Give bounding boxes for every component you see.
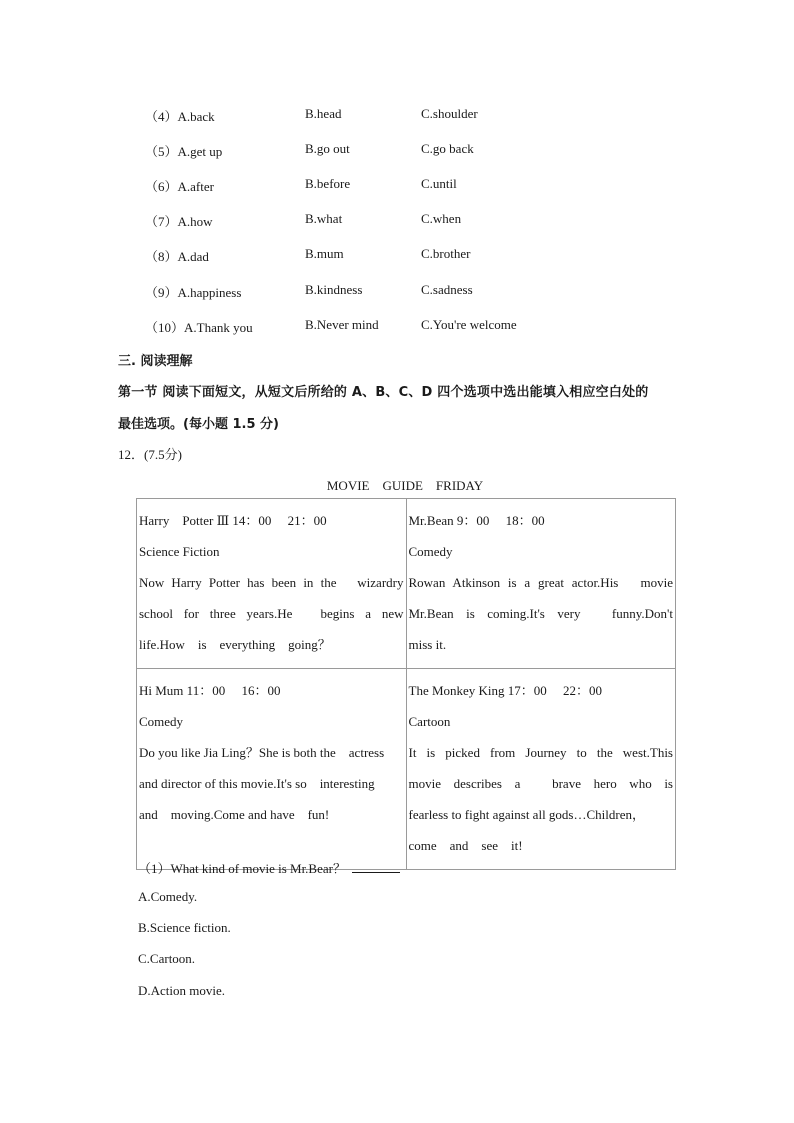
- option-c: C.You're welcome: [421, 317, 517, 332]
- movie-guide-title: MOVIE GUIDE FRIDAY: [326, 478, 484, 493]
- movie-title: Harry Potter Ⅲ 14：00 21：00: [139, 513, 327, 528]
- option-a: （8）A.dad: [145, 249, 209, 264]
- choice-a[interactable]: A.Comedy.: [138, 889, 198, 904]
- table-row: [137, 669, 676, 870]
- option-a: （4）A.back: [145, 109, 215, 124]
- choice-d[interactable]: D.Action movie.: [138, 983, 226, 998]
- table-row: [137, 499, 676, 669]
- option-c: C.go back: [421, 141, 474, 156]
- option-b: B.before: [305, 176, 351, 191]
- option-a: （10）A.Thank you: [145, 320, 253, 335]
- option-b: B.what: [305, 211, 343, 226]
- option-c: C.shoulder: [421, 106, 478, 121]
- movie-genre: Comedy: [139, 714, 184, 729]
- movie-desc-line: life.How is everything going？: [139, 637, 331, 652]
- movie-desc-line: It is picked from Journey to the west.This: [408, 745, 673, 760]
- movie-cell: [406, 499, 676, 669]
- movie-genre: Science Fiction: [139, 544, 220, 559]
- movie-desc-line: Mr.Bean is coming.It's very funny.Don't: [408, 606, 673, 621]
- movie-desc-line: Do you like Jia Ling？She is both the actress: [139, 745, 385, 760]
- option-c: C.brother: [421, 246, 471, 261]
- option-c: C.sadness: [421, 282, 473, 297]
- option-row: [0, 246, 794, 266]
- movie-guide-table: [136, 498, 676, 870]
- option-row: [0, 106, 794, 126]
- choice-c[interactable]: C.Cartoon.: [138, 951, 196, 966]
- option-c: C.until: [421, 176, 457, 191]
- movie-title: The Monkey King 17：00 22：00: [408, 683, 603, 698]
- section-instruction-cont: 最佳选项。(每小题 1.5 分): [118, 417, 279, 432]
- question-text: [138, 858, 400, 877]
- movie-desc-line: Now Harry Potter has been in the wizardry: [139, 575, 404, 590]
- option-b: B.mum: [305, 246, 344, 261]
- movie-cell: [406, 669, 676, 870]
- movie-cell: [137, 499, 407, 669]
- option-row: [0, 176, 794, 196]
- movie-desc-line: miss it.: [408, 637, 447, 652]
- movie-desc-line: school for three years.He begins a new: [139, 606, 404, 621]
- option-b: B.kindness: [305, 282, 363, 297]
- question-prompt: （1）What kind of movie is Mr.Bear？: [138, 861, 346, 876]
- option-a: （5）A.get up: [145, 144, 223, 159]
- movie-genre: Comedy: [408, 544, 453, 559]
- movie-desc-line: movie describes a brave hero who is: [408, 776, 673, 791]
- option-a: （7）A.how: [145, 214, 213, 229]
- option-b: B.head: [305, 106, 342, 121]
- option-row: [0, 317, 794, 337]
- option-row: [0, 282, 794, 302]
- movie-desc-line: fearless to fight against all gods…Children，: [408, 807, 645, 822]
- option-row: [0, 211, 794, 231]
- movie-cell: [137, 669, 407, 870]
- movie-desc-line: and moving.Come and have fun!: [139, 807, 330, 822]
- option-b: B.go out: [305, 141, 350, 156]
- option-a: （6）A.after: [145, 179, 214, 194]
- section-instruction: 第一节 阅读下面短文，从短文后所给的 A、B、C、D 四个选项中选出能填入相应空白处的: [118, 385, 649, 400]
- choice-b[interactable]: B.Science fiction.: [138, 920, 231, 935]
- movie-desc-line: and director of this movie.It's so interesting: [139, 776, 375, 791]
- section-heading: 三. 阅读理解: [118, 354, 193, 369]
- movie-title: Hi Mum 11：00 16：00: [139, 683, 281, 698]
- movie-genre: Cartoon: [408, 714, 451, 729]
- movie-desc-line: come and see it!: [408, 838, 523, 853]
- option-b: B.Never mind: [305, 317, 379, 332]
- movie-title: Mr.Bean 9：00 18：00: [408, 513, 545, 528]
- question-number: 12．(7.5分): [118, 447, 182, 462]
- answer-blank[interactable]: [352, 860, 400, 873]
- option-a: （9）A.happiness: [145, 285, 242, 300]
- option-row: [0, 141, 794, 161]
- option-c: C.when: [421, 211, 462, 226]
- movie-desc-line: Rowan Atkinson is a great actor.His movie: [408, 575, 673, 590]
